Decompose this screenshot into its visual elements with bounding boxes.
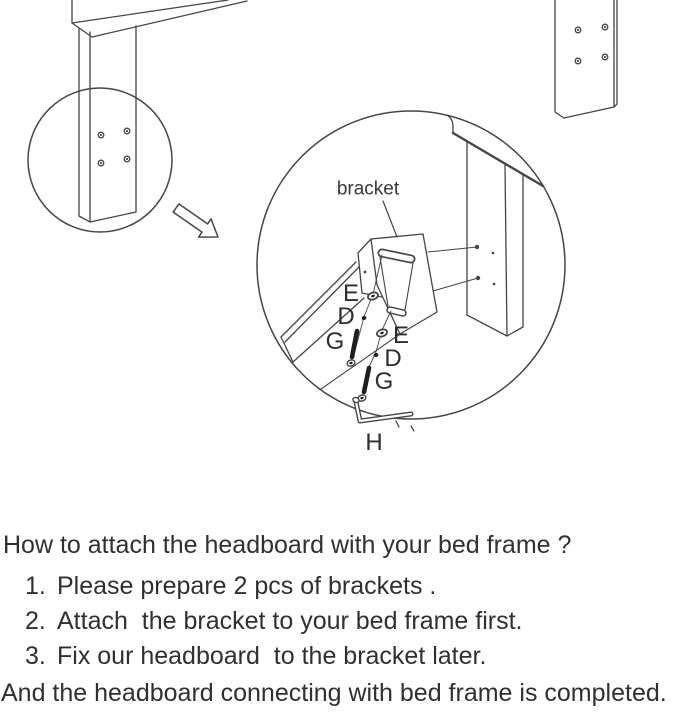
- label-spring-washer-d2: D: [384, 345, 402, 372]
- detail-view: [281, 116, 543, 431]
- leader-line-top-hole: [428, 247, 477, 252]
- detail-circle: [257, 111, 565, 419]
- spring-washer-d1: [361, 315, 367, 320]
- step-text: Fix our headboard to the bracket later.: [57, 642, 487, 670]
- bracket-lower-slot: [390, 310, 403, 313]
- leader-line-bottom-hole: [433, 278, 478, 291]
- motion-marks: [396, 421, 414, 431]
- instruction-step: [25, 609, 523, 634]
- label-washer-e1: E: [342, 280, 360, 307]
- step-number: 3.: [25, 642, 46, 670]
- bolt-g2: [364, 368, 369, 392]
- step-number: 1.: [25, 572, 46, 600]
- bed-frame-leg-holes: [575, 24, 608, 64]
- label-washer-e2: E: [392, 322, 410, 349]
- frame-leg-detail: [428, 116, 543, 336]
- label-allen-key-h: H: [365, 429, 383, 456]
- label-spring-washer-d1: D: [337, 303, 355, 330]
- bracket-top-slot: [382, 253, 411, 259]
- bolt-g1: [352, 331, 357, 357]
- step-text: Attach the bracket to your bed frame first.: [57, 607, 523, 635]
- step-number: 2.: [25, 607, 46, 635]
- headboard-leg-holes: [98, 128, 130, 166]
- instructions-footer: And the headboard connecting with bed frame is completed.: [1, 679, 667, 707]
- step-text: Please prepare 2 pcs of brackets .: [57, 572, 437, 600]
- label-bolt-g1: G: [325, 328, 345, 355]
- bracket-leader-line: [383, 201, 397, 237]
- washer-e2: [376, 328, 388, 338]
- instructions-heading: How to attach the headboard with your bed frame ?: [3, 531, 572, 559]
- label-bracket: bracket: [336, 178, 400, 200]
- headboard-corner-drawing: [28, 0, 247, 232]
- bed-frame-leg-drawing: [555, 0, 617, 118]
- zoom-arrow-icon: [173, 204, 218, 237]
- instruction-step: [25, 644, 486, 669]
- washer-e1: [367, 291, 379, 301]
- label-bolt-g2: G: [374, 368, 394, 395]
- bracket-drawing: [358, 201, 437, 334]
- instruction-step: [25, 574, 436, 599]
